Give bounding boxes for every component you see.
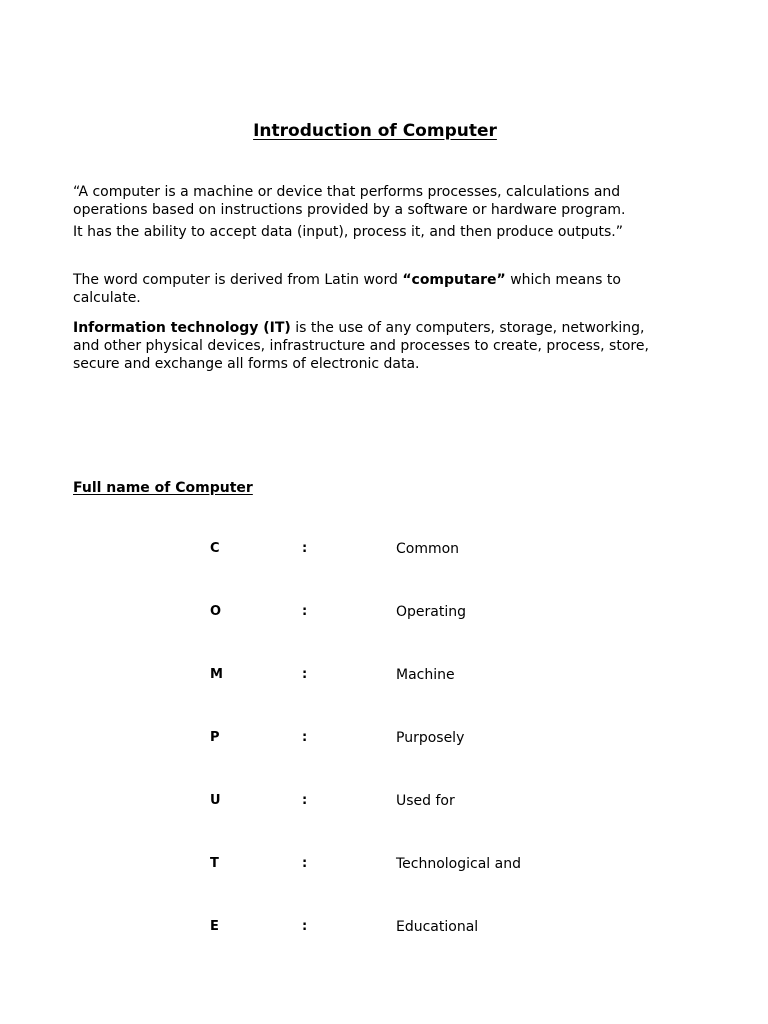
acronym-letter: O	[210, 604, 222, 619]
acronym-row	[0, 856, 768, 919]
acronym-separator: :	[302, 667, 308, 682]
acronym-letter: T	[210, 856, 219, 871]
acronym-separator: :	[302, 604, 308, 619]
acronym-row	[0, 604, 768, 667]
acronym-letter: U	[210, 793, 221, 808]
acronym-row	[0, 919, 768, 982]
fullname-heading: Full name of Computer	[73, 480, 253, 496]
acronym-row	[0, 541, 768, 604]
acronym-word: Purposely	[396, 730, 465, 746]
it-term: Information technology (IT)	[73, 320, 291, 336]
etymology-suffix: which means to calculate.	[73, 272, 621, 306]
acronym-letter: M	[210, 667, 223, 682]
acronym-separator: :	[302, 730, 308, 745]
acronym-word: Educational	[396, 919, 479, 935]
it-definition-paragraph	[73, 319, 673, 373]
acronym-separator: :	[302, 856, 308, 871]
acronym-separator: :	[302, 919, 308, 934]
acronym-word: Technological and	[396, 856, 521, 872]
acronym-row	[0, 667, 768, 730]
acronym-word: Machine	[396, 667, 455, 683]
definition-quote-line1: “A computer is a machine or device that performs processes, calculations and operations based on instructions provided by a software or hardware program.	[73, 184, 626, 218]
acronym-row	[0, 730, 768, 793]
acronym-letter: C	[210, 541, 220, 556]
definition-quote-line2: It has the ability to accept data (input), process it, and then produce outputs.”	[73, 224, 623, 240]
acronym-separator: :	[302, 541, 308, 556]
acronym-word: Common	[396, 541, 460, 557]
acronym-row	[0, 793, 768, 856]
acronym-letter: P	[210, 730, 220, 745]
etymology-prefix: The word computer is derived from Latin word	[73, 272, 403, 288]
acronym-separator: :	[302, 793, 308, 808]
etymology-paragraph	[73, 271, 673, 307]
acronym-word: Operating	[396, 604, 466, 620]
it-definition: is the use of any computers, storage, networking, and other physical devices, infrastructure and processes to create, process, store, secure and exchange all forms of electronic data.	[73, 320, 649, 372]
page-title: Introduction of Computer	[253, 121, 497, 141]
acronym-letter: E	[210, 919, 219, 934]
etymology-term: “computare”	[402, 272, 506, 288]
acronym-list	[0, 541, 768, 982]
acronym-word: Used for	[396, 793, 455, 809]
